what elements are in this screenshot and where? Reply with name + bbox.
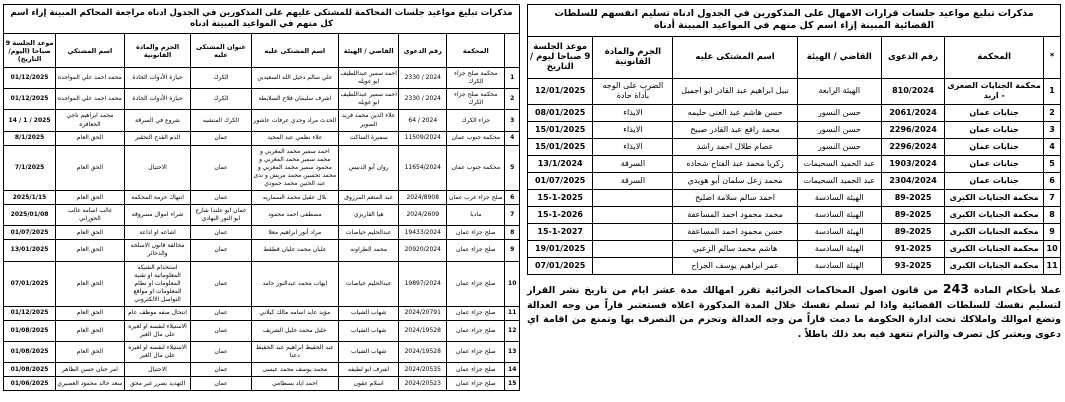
table-cell: نبيل ابراهيم عبد القادر ابو اجميل (673, 78, 797, 105)
table-cell: اشرف سليمان فلاح السلايطة (251, 89, 338, 110)
table-cell: 810/2024 (881, 78, 944, 105)
table-row (528, 156, 1061, 173)
table-cell: عمان ابو علندا شارع ابو النور البهادي (191, 205, 251, 226)
table-cell: 2024/20791 (399, 306, 447, 320)
table-cell: شهاب الشياب (339, 342, 399, 363)
table-cell: 4 (505, 131, 520, 145)
trial-schedule-table (3, 33, 520, 391)
table-cell: الهيئة السادسة (797, 224, 881, 241)
table-cell: شهاب الشياب (339, 320, 399, 341)
table-row (528, 139, 1061, 156)
table-cell: 01/08/2025 (4, 320, 56, 341)
table-cell: بلال عقيل محمد السماريه (251, 191, 338, 205)
table-cell: حسن النسور (797, 105, 881, 122)
table-cell: امر حنان حسن الظاهر (56, 363, 125, 377)
table-cell: 12/01/2025 (528, 78, 593, 105)
table-cell: صلح جزاء عمان (447, 261, 505, 306)
table-cell: 12 (505, 320, 520, 341)
table-row (528, 78, 1061, 105)
table-cell: محمد احمد علي المواجده (56, 68, 125, 89)
table-cell: 8/1/2025 (4, 131, 56, 145)
table-cell: الحدث مراد وجدي عرفات عاشور (251, 110, 338, 131)
table-cell: 01/12/2025 (4, 306, 56, 320)
table-cell: الحق العام (56, 320, 125, 341)
table-cell: عمان (191, 320, 251, 341)
table-cell: خليل محمد خليل الشريف (251, 320, 338, 341)
table-cell: عبدالحليم حياصات (339, 226, 399, 240)
table-cell: 7 (1044, 190, 1061, 207)
table-cell: 08/01/2025 (528, 105, 593, 122)
table-cell: محمد يوسف محمد عيسى (251, 363, 338, 377)
table-row (4, 89, 520, 110)
table-cell: عصام طلال احمد راشد (673, 139, 797, 156)
table-cell: عمان (191, 145, 251, 190)
table-cell: 15 (505, 377, 520, 391)
trial-table-header (4, 34, 520, 68)
table-cell: 2304/2024 (881, 173, 944, 190)
table-row (528, 105, 1061, 122)
table-cell: 1 (505, 68, 520, 89)
table-cell: 01/08/2025 (4, 363, 56, 377)
table-cell: 11 (505, 306, 520, 320)
table-cell: 07/01/2025 (4, 261, 56, 306)
column-header: المحكمة (447, 34, 505, 68)
table-cell: شهاب الشياب (339, 306, 399, 320)
table-cell: 15-1-2026 (528, 207, 593, 224)
table-cell: 2025/1/15 (4, 191, 56, 205)
table-cell: محمد احمد علي المواجده (56, 89, 125, 110)
table-cell: احمد سمير عبداللطيف ابو غويله (339, 89, 399, 110)
table-row (4, 131, 520, 145)
table-cell: محكمة صلح جزاء الكرك (447, 68, 505, 89)
table-cell: محكمة الجنايات الكبرى (945, 241, 1044, 258)
table-cell: عمان (191, 226, 251, 240)
table-cell: علي سالم دخيل الله السعيدين (251, 68, 338, 89)
table-cell: 2330 / 2024 (399, 68, 447, 89)
table-cell: الايذاء (593, 139, 673, 156)
legal-notice-paragraph (527, 280, 1061, 342)
table-cell: 1 (1044, 78, 1061, 105)
column-header: موعد الجلسة 9 صباحا ليوم / التاريخ (528, 36, 593, 78)
table-cell: اشرف ابو لطيفه (339, 363, 399, 377)
table-cell: جنايات عمان (945, 105, 1044, 122)
table-cell: 13 (505, 342, 520, 363)
table-cell: محمد محمود احمد المساعفة (673, 207, 797, 224)
table-cell: الهيئة السادسة (797, 190, 881, 207)
table-cell: سميرة الساكت (339, 131, 399, 145)
table-cell: سعد خالد محمود العصيري (56, 377, 125, 391)
table-cell: 15/01/2025 (528, 122, 593, 139)
column-header: المحكمة (945, 36, 1044, 78)
table-cell: محمد رافع عبد القادر صبيح (673, 122, 797, 139)
table-cell: الاستيلاء لنفسه او لغيره على مال الغير (124, 320, 191, 341)
table-cell: مخالفة قانون الاسلحه والذخائر (124, 240, 191, 261)
table-cell: عمر ابراهيم يوسف الجراح (673, 258, 797, 275)
table-row (528, 122, 1061, 139)
table-cell: 2024/2609 (399, 205, 447, 226)
surrender-notices-title: مذكرات تبليغ مواعيد جلسات قرارات الامهال على المذكورين في الجدول ادناه تسليم انفسهم للسلطات القضائية المبينة إزاء اسم كل منهم في المواعيد المبينة أدناه (527, 4, 1061, 36)
table-cell: انتحال صفه موظف عام (124, 306, 191, 320)
table-cell: عمان (191, 377, 251, 391)
table-row (4, 110, 520, 131)
table-cell: 2024/20523 (399, 377, 447, 391)
surrender-table-header (528, 36, 1061, 78)
table-cell: محكمة الجنايات الكبرى (945, 224, 1044, 241)
table-cell: 8 (505, 226, 520, 240)
column-header: اسم المشتكى عليه (673, 36, 797, 78)
table-cell: 3 (505, 110, 520, 131)
table-cell: الكرك (191, 68, 251, 89)
table-cell: 89-2025 (881, 207, 944, 224)
table-cell: صلح جزاء عمان (447, 363, 505, 377)
table-row (4, 320, 520, 341)
table-cell: الحق العام (56, 240, 125, 261)
table-cell: مصطفى احمد محمود (251, 205, 338, 226)
table-cell: محكمة الجنايات الكبرى (945, 258, 1044, 275)
table-cell (593, 258, 673, 275)
table-cell: محكمة الجنايات الصغرى - اربد (945, 78, 1044, 105)
table-cell: 2024/19528 (399, 320, 447, 341)
table-cell: 2024/8908 (399, 191, 447, 205)
table-cell: احمد اياد بسطامي (251, 377, 338, 391)
table-cell: مادبا (447, 205, 505, 226)
table-cell: 2 (1044, 105, 1061, 122)
article-number: 243 (942, 281, 969, 297)
table-cell: 2025/01/08 (4, 205, 56, 226)
table-cell (593, 207, 673, 224)
table-cell: عليان محمد عليان قطقط (251, 240, 338, 261)
table-cell: الحق العام (56, 306, 125, 320)
table-cell: الاحتيال (124, 145, 191, 190)
column-header: رقم الدعوى (399, 34, 447, 68)
table-row (4, 191, 520, 205)
surrender-schedule-table (527, 36, 1061, 276)
table-cell: الايذاء (593, 122, 673, 139)
table-cell: 11654/2024 (399, 145, 447, 190)
table-cell: محكمة جنوب عمان (447, 131, 505, 145)
table-cell: جنايات عمان (945, 139, 1044, 156)
table-cell: 2024/20535 (399, 363, 447, 377)
table-row (4, 240, 520, 261)
column-header: القاضي / الهيئة (797, 36, 881, 78)
table-cell: 15-1-2025 (528, 190, 593, 207)
table-cell: حيازة الأدوات الحادة (124, 89, 191, 110)
table-cell: علاء الدين محمد فريد الصوير (339, 110, 399, 131)
table-cell: الحق العام (56, 342, 125, 363)
table-cell: عبد الحميد السحيمات (797, 156, 881, 173)
table-cell: استخدام الشبكه المعلوماتية او تقنية المعلومات او نظام المعلومات او مواقع التواصل الالكتروني (124, 261, 191, 306)
surrender-table-body (528, 78, 1061, 275)
table-cell: 9 (505, 240, 520, 261)
table-cell: 13/1/2024 (528, 156, 593, 173)
table-cell: 89-2025 (881, 190, 944, 207)
surrender-notices-panel (527, 4, 1061, 398)
table-cell: جنايات عمان (945, 173, 1044, 190)
table-cell: علاء نظمي عبد المجيد (251, 131, 338, 145)
table-cell: محكمة صلح جزاء الكرك (447, 89, 505, 110)
table-row (4, 261, 520, 306)
table-cell: الايذاء (593, 105, 673, 122)
table-cell: هاشم محمد سالم الزعبي (673, 241, 797, 258)
table-cell: 2024/19528 (399, 342, 447, 363)
table-row (4, 342, 520, 363)
table-cell: 14 / 1 / 2025 (4, 110, 56, 131)
table-cell: 89-2025 (881, 224, 944, 241)
table-cell: 93-2025 (881, 258, 944, 275)
table-cell (593, 241, 673, 258)
table-cell: الذم القدح التحقير (124, 131, 191, 145)
table-cell: احمد سمير محمد المغربي و محمد سمير محمد المغربي و محمود سمير محمد المغربي و محمد تحسين محمد مريش و ندى عبد الحنين محمد حمودي (251, 145, 338, 190)
table-cell: 19897/2024 (399, 261, 447, 306)
column-header: موعد الجلسة 9 صباحا (اليوم/التاريخ) (4, 34, 56, 68)
table-cell: 01/07/2025 (4, 226, 56, 240)
table-cell: 01/06/2025 (4, 377, 56, 391)
table-cell: 2 (505, 89, 520, 110)
table-cell: جنايات عمان (945, 156, 1044, 173)
table-cell: 11509/2024 (399, 131, 447, 145)
table-cell: صلح جزاء عمان (447, 342, 505, 363)
table-cell: 19433/2024 (399, 226, 447, 240)
table-cell (593, 224, 673, 241)
table-cell: 6 (1044, 173, 1061, 190)
table-cell: محكمة الجنايات الكبرى (945, 207, 1044, 224)
table-cell: الحق العام (56, 131, 125, 145)
column-header: * (1044, 36, 1061, 78)
table-cell: احمد سالم سلامة اصليح (673, 190, 797, 207)
table-row (528, 224, 1061, 241)
table-cell: شراء اموال مسروقه (124, 205, 191, 226)
table-cell: عبد الحميد السحيمات (797, 173, 881, 190)
table-cell: عبد الحفيظ ابراهيم عبد الحفيظ دعنا (251, 342, 338, 363)
table-cell: 11 (1044, 258, 1061, 275)
table-cell: الحق العام (56, 261, 125, 306)
column-header: عنوان المشتكى عليه (191, 34, 251, 68)
table-cell: 10 (1044, 241, 1061, 258)
table-cell: 01/07/2025 (528, 173, 593, 190)
table-cell: صلح جزاء عمان (447, 377, 505, 391)
table-cell: 15-1-2027 (528, 224, 593, 241)
table-cell: 2330 / 2024 (399, 89, 447, 110)
table-cell: 3 (1044, 122, 1061, 139)
table-cell: 2061/2024 (881, 105, 944, 122)
table-cell: 64 / 2024 (399, 110, 447, 131)
table-cell: عمان (191, 363, 251, 377)
table-cell: الحق العام (56, 145, 125, 190)
table-row (4, 226, 520, 240)
trial-notices-panel (3, 4, 520, 398)
table-row (528, 207, 1061, 224)
table-cell: 15/01/2025 (528, 139, 593, 156)
table-cell: عمان (191, 240, 251, 261)
table-cell: 01/12/2025 (4, 89, 56, 110)
table-cell: 10 (505, 261, 520, 306)
table-cell: اسلام عقون (339, 377, 399, 391)
table-cell: ايهاب محمد عبدالنور حامد (251, 261, 338, 306)
table-row (4, 363, 520, 377)
table-cell: حسن محمود احمد المساعفة (673, 224, 797, 241)
table-cell: الحق العام (56, 191, 125, 205)
table-cell: محكمة جنوب عمان (447, 145, 505, 190)
table-cell: محمد ابراهيم ناجي الجعافره (56, 110, 125, 131)
column-header: الجرم والمادة القانونية (124, 34, 191, 68)
table-cell: اشاعه او اذاعة (124, 226, 191, 240)
table-cell: محمد زعل سلمان أبو هويدي (673, 173, 797, 190)
table-cell: حيازة الأدوات الحادة (124, 68, 191, 89)
table-cell: 8 (1044, 207, 1061, 224)
table-row (4, 205, 520, 226)
table-cell: زكريا محمد عبد الفتاح شحاده (673, 156, 797, 173)
table-cell: الهيئة السادسة (797, 207, 881, 224)
table-cell: 2296/2024 (881, 122, 944, 139)
table-cell: عمان (191, 342, 251, 363)
table-row (4, 306, 520, 320)
table-cell: الاحتيال (124, 363, 191, 377)
table-cell: عمان (191, 306, 251, 320)
table-cell: 5 (1044, 156, 1061, 173)
table-cell: 91-2025 (881, 241, 944, 258)
table-cell: مراد أنور ابراهيم معلا (251, 226, 338, 240)
table-cell: 7 (505, 205, 520, 226)
table-cell: صلح جزاء عمان (447, 240, 505, 261)
table-cell: عبد المنعم المرزوق (339, 191, 399, 205)
legal-notice-text-start: عملا بأحكام المادة (969, 285, 1061, 297)
table-cell: 7/1/2025 (4, 145, 56, 190)
table-cell: الضرب على الوجه بأداة حادة (593, 78, 673, 105)
table-cell: صلح جزاء غرب عمان (447, 191, 505, 205)
table-cell: جزاء الكرك (447, 110, 505, 131)
table-row (528, 258, 1061, 275)
trial-table-body (4, 68, 520, 391)
table-cell: 5 (505, 145, 520, 190)
table-cell: السرقة (593, 156, 673, 173)
table-cell: الهيئة الرابعة (797, 78, 881, 105)
column-header: رقم الدعوى (881, 36, 944, 78)
table-cell: 20920/2024 (399, 240, 447, 261)
table-cell: عمان (191, 131, 251, 145)
table-cell: صلح جزاء عمان (447, 320, 505, 341)
column-header: القاضي / الهيئة (339, 34, 399, 68)
table-cell: السرقة (593, 173, 673, 190)
table-cell: الكرك المنشيه (191, 110, 251, 131)
table-cell: 6 (505, 191, 520, 205)
table-cell: حسن النسور (797, 122, 881, 139)
table-cell: عبدالحليم حياصات (339, 261, 399, 306)
table-cell: 13/01/2025 (4, 240, 56, 261)
table-cell: احمد سمير عبداللطيف ابو غويله (339, 68, 399, 89)
table-cell: روان أبو الدنيس (339, 145, 399, 190)
table-cell: غالب اسامه غالب الحوراني (56, 205, 125, 226)
table-cell: 1903/2024 (881, 156, 944, 173)
table-cell: 14 (505, 363, 520, 377)
table-cell: محمد الطراونه (339, 240, 399, 261)
table-cell: حسن هاشم عبد الغني حليمه (673, 105, 797, 122)
table-cell: 19/01/2025 (528, 241, 593, 258)
column-header: اسم المشتكي (56, 34, 125, 68)
table-cell: الهيئة السادسة (797, 258, 881, 275)
table-cell: هيا القاريزي (339, 205, 399, 226)
table-row (528, 190, 1061, 207)
table-row (4, 145, 520, 190)
column-header: اسم المشتكى عليه (251, 34, 338, 68)
table-cell: 2296/2024 (881, 139, 944, 156)
table-cell: صلح جزاء عمان (447, 306, 505, 320)
table-row (528, 241, 1061, 258)
table-cell: جنايات عمان (945, 122, 1044, 139)
table-cell: 01/08/2025 (4, 342, 56, 363)
table-row (528, 173, 1061, 190)
table-cell: الحق العام (56, 226, 125, 240)
table-row (4, 68, 520, 89)
table-row (4, 377, 520, 391)
trial-notices-title: مذكرات تبليغ مواعيد جلسات المحاكمة للمشتكى عليهم على المذكورين في الجدول ادناه مراجعة المحاكم المبينة إزاء اسم كل منهم في المواعيد المبينة ادناه (3, 4, 520, 33)
table-cell: حسن النسور (797, 139, 881, 156)
table-cell: 01/12/2025 (4, 68, 56, 89)
table-cell: مؤيد عايد اسامه مالك كيلاني (251, 306, 338, 320)
table-cell: 07/01/2025 (528, 258, 593, 275)
column-header: الجرم والمادة القانونية (593, 36, 673, 78)
table-cell: الاستيلاء لنفسه او لغيره على مال الغير (124, 342, 191, 363)
table-cell: شروع في السرقة (124, 110, 191, 131)
table-cell: انتهاك حرمة المحكمة (124, 191, 191, 205)
column-header (505, 34, 520, 68)
table-cell: محكمة الجنايات الكبرى (945, 190, 1044, 207)
table-cell: 9 (1044, 224, 1061, 241)
table-cell: صلح جزاء عمان (447, 226, 505, 240)
table-cell: الهيئة السادسة (797, 241, 881, 258)
table-cell (593, 190, 673, 207)
table-cell: الكرك (191, 89, 251, 110)
table-cell: عمان (191, 261, 251, 306)
legal-notice-text-end: من قانون اصول المحاكمات الجزائية تقرر امهالك مدة عشر ايام من تاريخ نشر القرار لتسليم نفسك للسلطات القضائية واذا لم تسلم نفسك خلال المدة المذكورة اعلاه فستعتبر فاراً من وجه العدالة وتضع اموالك واملاكك تحت ادارة الحكومة ما دمت فاراً من وجه العدالة وتحرم من التصرف بها وتمنع من اقامة اي دعوى ويعتبر كل تصرف والتزام تتعهد فيه بعد ذلك باطلاً . (527, 285, 1061, 340)
table-cell: التهديد بضرر غير محق (124, 377, 191, 391)
table-cell: 4 (1044, 139, 1061, 156)
table-cell: عمان (191, 191, 251, 205)
